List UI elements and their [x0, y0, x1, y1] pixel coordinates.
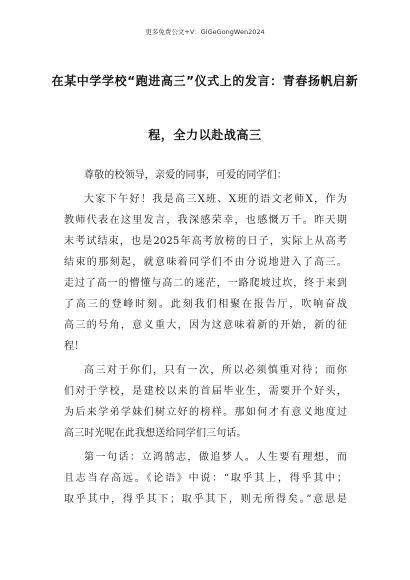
document-title-line-1: 在某中学学校“跑进高三”仪式上的发言：青春扬帆启新	[51, 74, 359, 88]
body-line: 且志当存高远。《论语》中说：“取乎其上，得乎其中；	[64, 473, 347, 484]
body-line: 大家下午好！我是高三X班、X班的语文老师X，作为	[84, 194, 347, 205]
header-watermark: 更多免费公文+V：GiGeGongWen2024	[145, 28, 265, 36]
body-line: 程！	[64, 341, 85, 352]
body-line: 取乎其中，得乎其下；取乎其下，则无所得矣。”意思是	[64, 494, 347, 505]
body-line: 高三的号角，意义重大，因为这意味着新的开始，新的征	[64, 320, 347, 331]
salutation-line: 尊敬的校领导，亲爱的同事，可爱的同学们：	[84, 170, 287, 181]
body-line: 们对于学校，是建校以来的首届毕业生，需要开个好头，	[64, 386, 347, 397]
body-line: 末考试结束，也是2025年高考放榜的日子，实际上从高考	[64, 236, 347, 247]
body-line: 高三时光呢在此我想送给同学们三句话。	[64, 428, 247, 439]
document-title-line-2: 程，全力以赴战高三	[148, 128, 262, 142]
body-line: 结束的那刻起，就意味着同学们不由分说地进入了高三。	[64, 257, 347, 268]
body-line: 教师代表在这里发言，我深感荣幸，也感慨万千。昨天期	[64, 215, 347, 226]
body-line: 第一句话：立鸿鹄志，做追梦人。人生要有理想，而	[84, 452, 347, 463]
body-line: 了高三的登峰时刻。此刻我们相聚在报告厅，吹响奋战	[64, 299, 347, 310]
body-line: 走过了高一的懵懂与高二的迷茫，一路爬坡过坎，终于来到	[64, 278, 347, 289]
body-line: 为后来学弟学妹们树立好的榜样。那如何才有意义地度过	[64, 407, 347, 418]
body-line: 高三对于你们，只有一次，所以必须慎重对待；而你	[84, 365, 347, 376]
